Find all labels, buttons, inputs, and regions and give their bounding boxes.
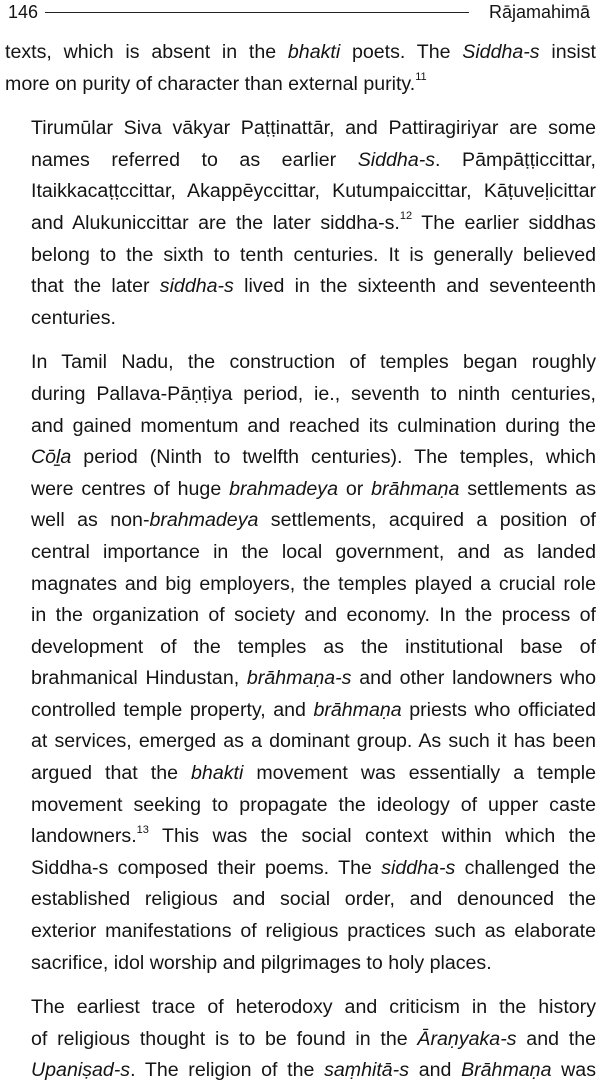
italic-term: Siddha-s xyxy=(462,41,540,63)
text-line xyxy=(5,695,596,727)
header-rule xyxy=(45,12,469,13)
text-line xyxy=(5,474,596,506)
text-line xyxy=(5,948,596,980)
paragraph-3 xyxy=(5,347,596,979)
footnote-ref: . Pāmpāṭṭiccittar, xyxy=(435,148,596,171)
footnote-ref: centuries. xyxy=(31,306,116,329)
footnote-ref: magnates and big employers, the temples played a crucial role xyxy=(31,572,596,595)
italic-term: siddha-s xyxy=(381,856,456,879)
footnote-ref: movement seeking to propagate the ideology of upper caste xyxy=(31,793,596,816)
paragraph-4 xyxy=(5,992,596,1087)
text-line xyxy=(5,208,596,240)
text-line xyxy=(5,726,596,758)
italic-term: brāhmaṇa xyxy=(313,698,402,721)
footnote-ref: 11 xyxy=(415,71,427,84)
italic-term: saṃhitā-s xyxy=(324,1059,410,1082)
footnote-ref: poets. The xyxy=(340,41,463,63)
text-line xyxy=(5,240,596,272)
footnote-ref: . The religion of the xyxy=(130,1059,325,1082)
footnote-ref: established religious and social order, and denounced the xyxy=(31,888,596,911)
text-line xyxy=(5,442,596,474)
footnote-ref: movement was essentially a temple xyxy=(243,762,596,785)
footnote-ref: in the organization of society and economy. In the process of xyxy=(31,604,596,627)
footnote-ref: lived in the sixteenth and seventeenth xyxy=(233,275,596,298)
footnote-ref: during Pallava-Pāṇṭiya period, ie., seventh to ninth centuries, xyxy=(31,382,596,405)
footnote-ref: In Tamil Nadu, the construction of temples began roughly xyxy=(31,351,596,374)
italic-term: Brāhmaṇa xyxy=(461,1059,552,1082)
page-number: 146 xyxy=(8,2,39,22)
footnote-ref: at services, emerged as a dominant group. As such it has been xyxy=(31,730,596,753)
text-line xyxy=(5,505,596,537)
footnote-ref: exterior manifestations of religious practices such as elaborate xyxy=(31,920,596,943)
footnote-ref: period (Ninth to twelfth centuries). The temples, which xyxy=(71,446,596,469)
footnote-ref: sacrifice, idol worship and pilgrimages to holy places. xyxy=(31,951,492,974)
footnote-ref: of religious thought is to be found in the xyxy=(31,1027,418,1050)
footnote-ref: more on purity of character than external purity. xyxy=(5,72,416,95)
footnote-ref: development of the temples as the institutional base of xyxy=(31,635,596,658)
footnote-ref: names referred to as earlier xyxy=(31,148,358,171)
footnote-ref: or xyxy=(338,477,372,500)
italic-term: brāhmaṇa xyxy=(371,477,460,500)
footnote-ref: settlements as xyxy=(459,477,596,500)
footnote-ref: This was the social context within which the xyxy=(148,825,596,848)
footnote-ref: priests who officiated xyxy=(401,698,596,721)
footnote-ref: The earlier siddhas xyxy=(412,211,596,234)
footnote-ref: and other landowners who xyxy=(351,667,597,690)
text-line xyxy=(5,992,596,1024)
footnote-ref: central importance in the local government, and as landed xyxy=(31,540,596,563)
footnote-ref: Siddha-s composed their poems. The xyxy=(31,856,382,879)
text-line xyxy=(5,271,596,303)
text-line xyxy=(5,537,596,569)
italic-term: Siddha-s xyxy=(357,148,436,171)
text-line xyxy=(5,790,596,822)
text-line xyxy=(5,600,596,632)
footnote-ref: and Alukuniccittar are the later siddha-s. xyxy=(31,211,400,234)
text-line xyxy=(5,916,596,948)
italic-term: brahmadeya xyxy=(229,477,339,500)
footnote-ref: well as non- xyxy=(31,509,150,532)
text-line xyxy=(5,303,596,335)
text-line xyxy=(5,884,596,916)
text-line xyxy=(5,632,596,664)
text-line xyxy=(5,853,596,885)
footnote-ref: 13 xyxy=(136,823,149,836)
italic-term: brāhmaṇa-s xyxy=(246,667,352,690)
footnote-ref: The earliest trace of heterodoxy and criticism in the history xyxy=(31,996,596,1019)
footnote-ref: texts, which is absent in the xyxy=(5,41,288,63)
footnote-ref: belong to the sixth to tenth centuries. It is generally believed xyxy=(31,243,596,266)
footnote-ref: landowners. xyxy=(31,825,137,848)
text-line xyxy=(5,1055,596,1087)
footnote-ref: Tirumūlar Siva vākyar Paṭṭinattār, and Pattiragiriyar are some xyxy=(31,117,596,140)
text-line xyxy=(5,379,596,411)
footnote-ref: insist xyxy=(539,41,596,63)
italic-term: Cōḻa xyxy=(31,446,72,469)
italic-term: siddha-s xyxy=(159,275,234,298)
paragraph-1 xyxy=(5,37,596,100)
text-line xyxy=(5,347,596,379)
body-text xyxy=(5,37,596,1087)
footnote-ref: that the later xyxy=(31,275,160,298)
footnote-ref: challenged the xyxy=(455,856,596,879)
italic-term: brahmadeya xyxy=(149,509,259,532)
text-line xyxy=(5,663,596,695)
footnote-ref: was xyxy=(551,1059,596,1082)
text-line xyxy=(5,1024,596,1056)
text-line xyxy=(5,821,596,853)
footnote-ref: 12 xyxy=(399,210,413,223)
text-line xyxy=(5,569,596,601)
footnote-ref: and gained momentum and reached its culmination during the xyxy=(31,414,596,437)
text-line xyxy=(5,176,596,208)
text-line xyxy=(5,758,596,790)
footnote-ref: settlements, acquired a position of xyxy=(258,509,596,532)
running-title: Rājamahimā xyxy=(488,2,590,22)
italic-term: Upaniṣad-s xyxy=(31,1059,131,1082)
text-line xyxy=(5,69,596,101)
text-line xyxy=(5,113,596,145)
footnote-ref: argued that the xyxy=(31,762,192,785)
footnote-ref: were centres of huge xyxy=(31,477,230,500)
footnote-ref: and xyxy=(409,1059,462,1082)
text-line xyxy=(5,37,596,69)
footnote-ref: controlled temple property, and xyxy=(31,698,314,721)
footnote-ref: and the xyxy=(516,1027,596,1050)
footnote-ref: brahmanical Hindustan, xyxy=(31,667,247,690)
text-line xyxy=(5,145,596,177)
italic-term: bhakti xyxy=(287,41,341,63)
footnote-ref: Itaikkacaṭṭccittar, Akappēyccittar, Kutumpaiccittar, Kāṭuveḷicittar xyxy=(31,180,596,203)
text-line xyxy=(5,411,596,443)
italic-term: bhakti xyxy=(191,762,244,785)
italic-term: Āraṇyaka-s xyxy=(417,1027,517,1050)
paragraph-2 xyxy=(5,113,596,334)
page-header xyxy=(5,0,596,26)
